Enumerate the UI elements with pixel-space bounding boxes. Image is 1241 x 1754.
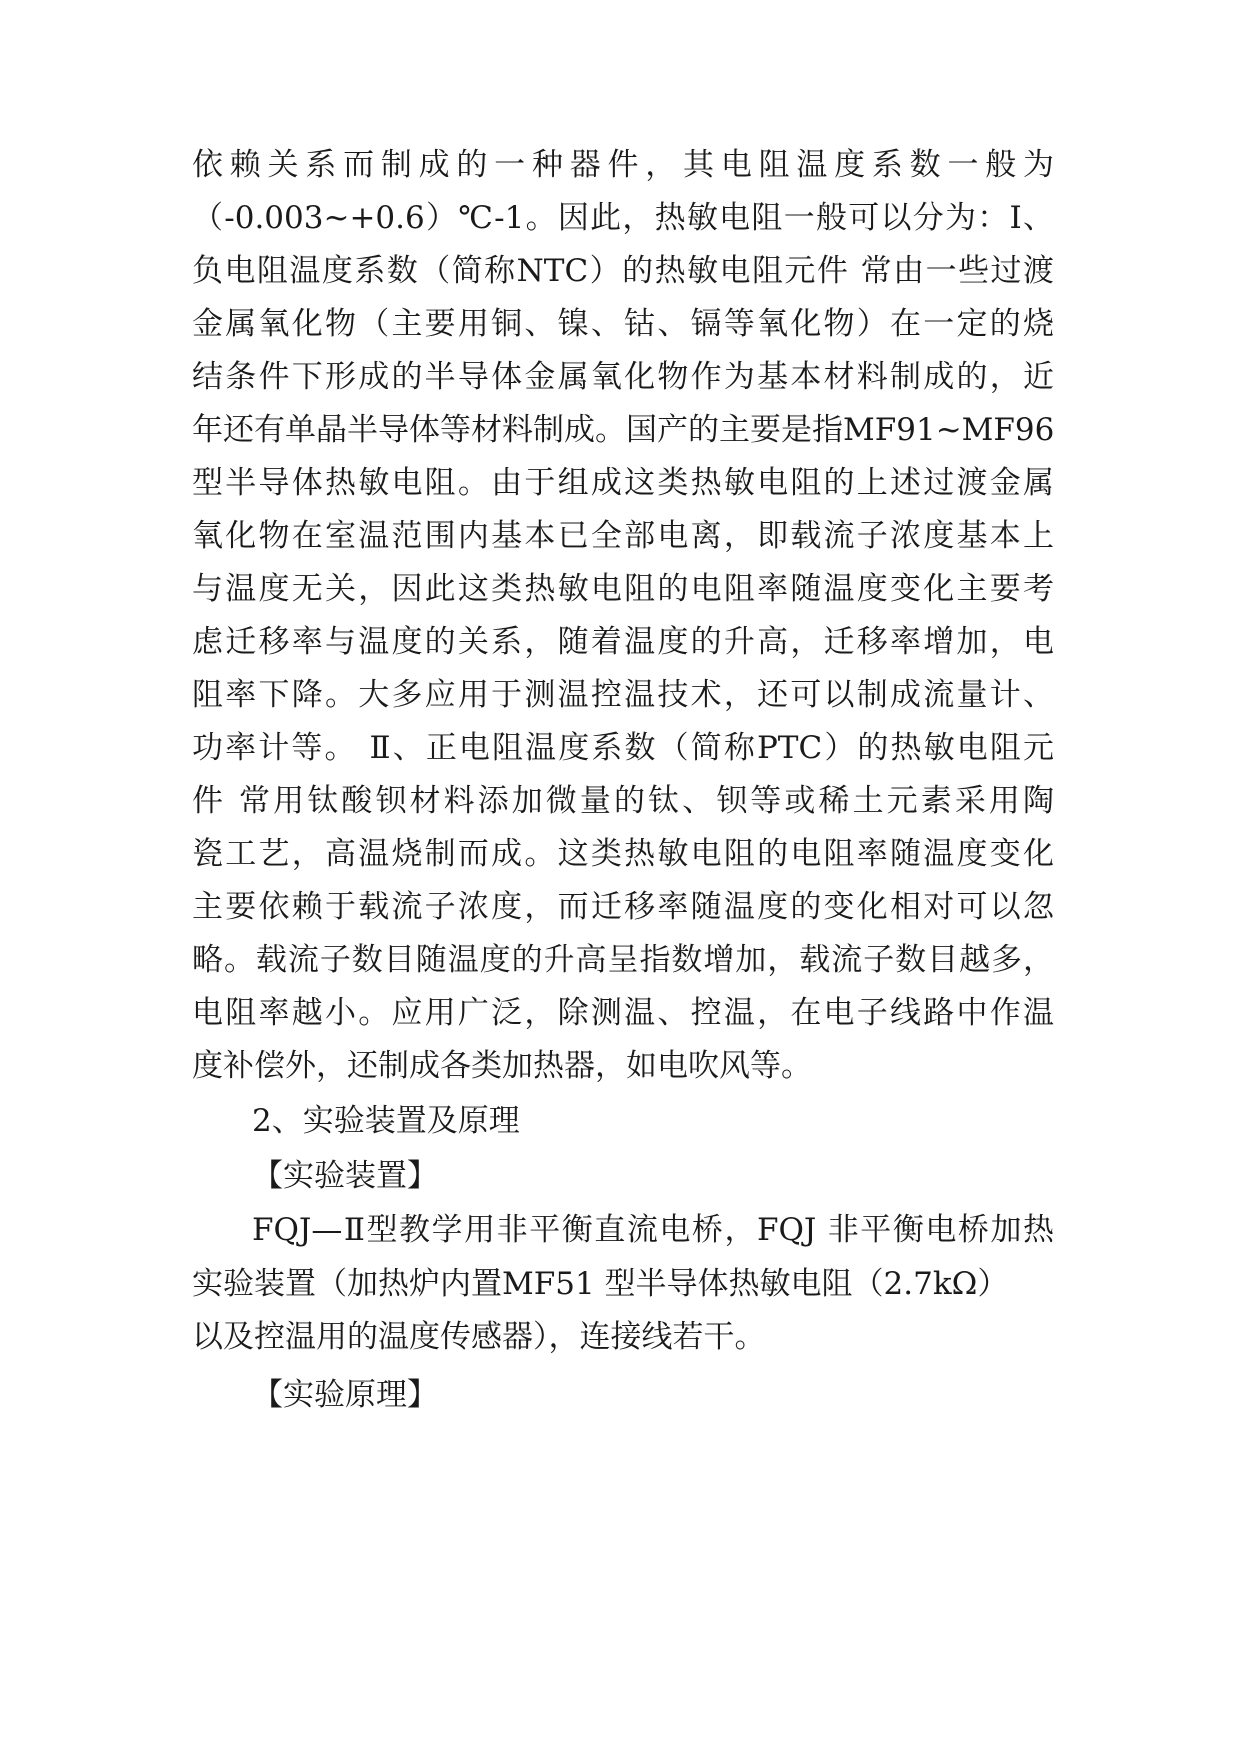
text-line: 瓷工艺，高温烧制而成。这类热敏电阻的电阻率随温度变化 bbox=[192, 836, 1054, 872]
text-line: 结条件下形成的半导体金属氧化物作为基本材料制成的，近 bbox=[192, 359, 1054, 395]
text-line: 以及控温用的温度传感器），连接线若干。 bbox=[192, 1319, 766, 1355]
text-line: 年还有单晶半导体等材料制成。国产的主要是指MF91~MF96 bbox=[192, 412, 1055, 448]
text-line: 实验装置（加热炉内置MF51 型半导体热敏电阻（2.7kΩ） bbox=[192, 1266, 1009, 1302]
text-line: 型半导体热敏电阻。由于组成这类热敏电阻的上述过渡金属 bbox=[192, 465, 1054, 501]
section-heading: 2、实验装置及原理 bbox=[252, 1103, 520, 1139]
text-line: 与温度无关，因此这类热敏电阻的电阻率随温度变化主要考 bbox=[192, 571, 1054, 607]
text-line: 功率计等。 Ⅱ、正电阻温度系数（简称PTC）的热敏电阻元 bbox=[192, 730, 1054, 766]
text-line: 阻率下降。大多应用于测温控温技术，还可以制成流量计、 bbox=[192, 677, 1054, 713]
text-line: 依赖关系而制成的一种器件，其电阻温度系数一般为 bbox=[192, 147, 1054, 183]
text-line: 金属氧化物（主要用铜、镍、钴、镉等氧化物）在一定的烧 bbox=[192, 306, 1054, 342]
subsection-heading: 【实验装置】 bbox=[252, 1158, 438, 1194]
text-line: FQJ—Ⅱ型教学用非平衡直流电桥，FQJ 非平衡电桥加热 bbox=[252, 1212, 1054, 1248]
text-line: （-0.003~+0.6）℃-1。因此，热敏电阻一般可以分为：Ⅰ、 bbox=[192, 200, 1054, 236]
text-line: 略。载流子数目随温度的升高呈指数增加，载流子数目越多， bbox=[192, 942, 1054, 978]
text-line: 主要依赖于载流子浓度，而迁移率随温度的变化相对可以忽 bbox=[192, 889, 1054, 925]
text-line: 电阻率越小。应用广泛，除测温、控温，在电子线路中作温 bbox=[192, 995, 1054, 1031]
text-line: 氧化物在室温范围内基本已全部电离，即载流子浓度基本上 bbox=[192, 518, 1054, 554]
text-line: 虑迁移率与温度的关系，随着温度的升高，迁移率增加，电 bbox=[192, 624, 1054, 660]
text-line: 负电阻温度系数（简称NTC）的热敏电阻元件 常由一些过渡 bbox=[192, 253, 1054, 289]
text-line: 度补偿外，还制成各类加热器，如电吹风等。 bbox=[192, 1048, 812, 1084]
subsection-heading: 【实验原理】 bbox=[252, 1377, 438, 1413]
text-line: 件 常用钛酸钡材料添加微量的钛、钡等或稀土元素采用陶 bbox=[192, 783, 1054, 819]
